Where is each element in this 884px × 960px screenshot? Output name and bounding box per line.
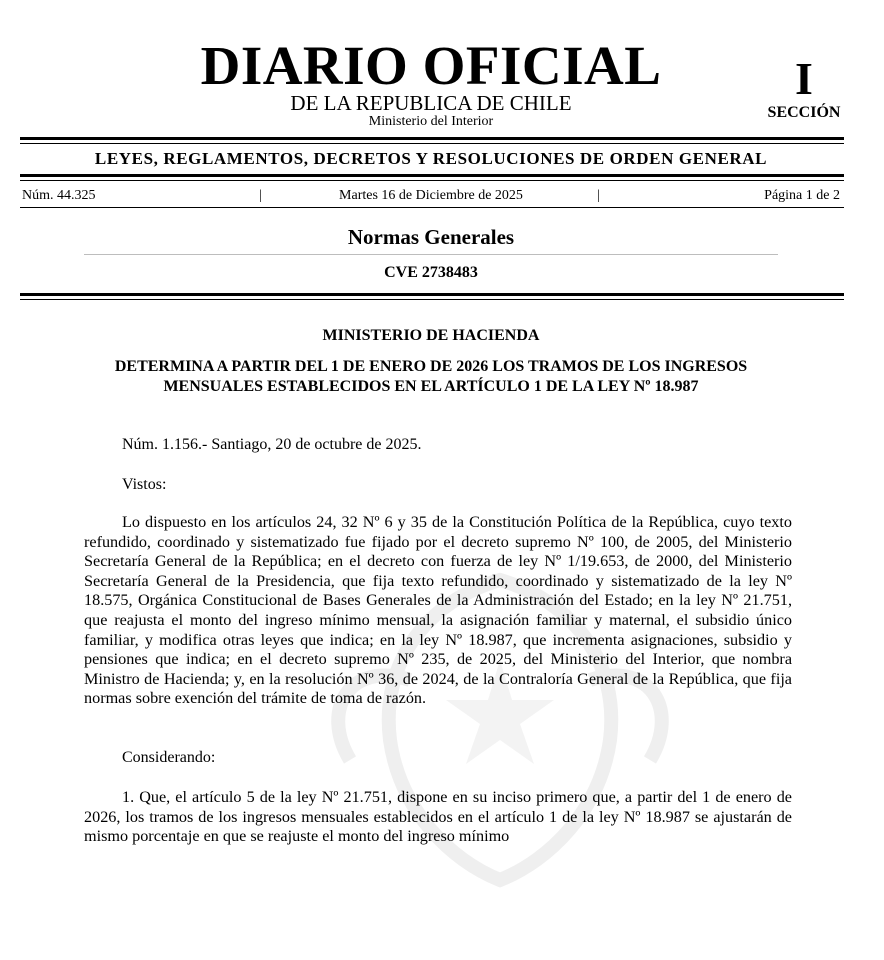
banner-rule-thick	[20, 174, 844, 177]
page-indicator: Página 1 de 2	[764, 188, 840, 203]
considerando-label: Considerando:	[122, 749, 216, 766]
issue-date: Martes 16 de Diciembre de 2025	[339, 188, 523, 203]
newspaper-ministry: Ministerio del Interior	[368, 114, 494, 129]
section-number: I	[795, 53, 813, 104]
laws-banner: LEYES, REGLAMENTOS, DECRETOS Y RESOLUCIONES DE ORDEN GENERAL	[94, 149, 768, 168]
category-heading: Normas Generales	[347, 225, 515, 249]
info-separator: |	[259, 188, 262, 203]
vistos-text: Lo dispuesto en los artículos 24, 32 Nº 6 y 35 de la Constitución Política de la República, cuyo texto refundido, coordinado y sistematizado fue fijado por el decreto supremo Nº 100, de 2005, del Ministerio Secretaría General de la República; en el decreto con fuerza de ley Nº 1/19.653, de 2000, del Ministerio Secretaría General de la Presidencia, que fija texto refundido, coordinado y sistematizado de la ley Nº 18.575, Orgánica Constitucional de Bases Generales de la Administración del Estado; en la ley Nº 21.751, que reajusta el monto del ingreso mínimo mensual, la asignación familiar y maternal, el subsidio único familiar, y modifica otras leyes que indica; en la ley Nº 18.987, que incrementa asignaciones, subsidio y pensiones que indica; en el decreto supremo Nº 235, de 2025, del Ministerio del Interior, que nombra Ministro de Hacienda; y, en la resolución Nº 36, de 2024, de la Contraloría General de la República, que fija normas sobre exención del trámite de toma de razón.	[84, 513, 792, 708]
newspaper-title: DIARIO OFICIAL	[200, 35, 662, 96]
banner-rule-thin	[20, 180, 844, 181]
newspaper-subtitle: DE LA REPUBLICA DE CHILE	[290, 91, 572, 115]
document-headline: DETERMINA A PARTIR DEL 1 DE ENERO DE 2026 LOS TRAMOS DE LOS INGRESOS MENSUALES ESTABLECIDOS EN EL ARTÍCULO 1 DE LA LEY Nº 18.987	[114, 358, 748, 395]
header-rule-thick	[20, 137, 844, 140]
decree-number-line: Núm. 1.156.- Santiago, 20 de octubre de 2025.	[122, 436, 422, 453]
section-label: SECCIÓN	[767, 104, 841, 121]
cve-rule-thick	[20, 293, 844, 296]
document-ministry: MINISTERIO DE HACIENDA	[322, 327, 540, 344]
cve-code: CVE 2738483	[384, 264, 478, 281]
info-separator: |	[597, 188, 600, 203]
category-underline	[84, 254, 778, 255]
considerando-paragraph	[84, 788, 792, 847]
vistos-label: Vistos:	[122, 476, 167, 493]
issue-number: Núm. 44.325	[22, 188, 96, 203]
cve-rule-thin	[20, 299, 844, 300]
vistos-paragraph	[84, 513, 792, 709]
info-rule	[20, 207, 844, 208]
header-rule-thin	[20, 143, 844, 144]
considerando-text: 1. Que, el artículo 5 de la ley Nº 21.751, dispone en su inciso primero que, a partir del 1 de enero de 2026, los tramos de los ingresos mensuales establecidos en el artículo 1 de la ley Nº 18.987 se ajustarán de mismo porcentaje en que se reajuste el monto del ingreso mínimo	[84, 788, 792, 846]
